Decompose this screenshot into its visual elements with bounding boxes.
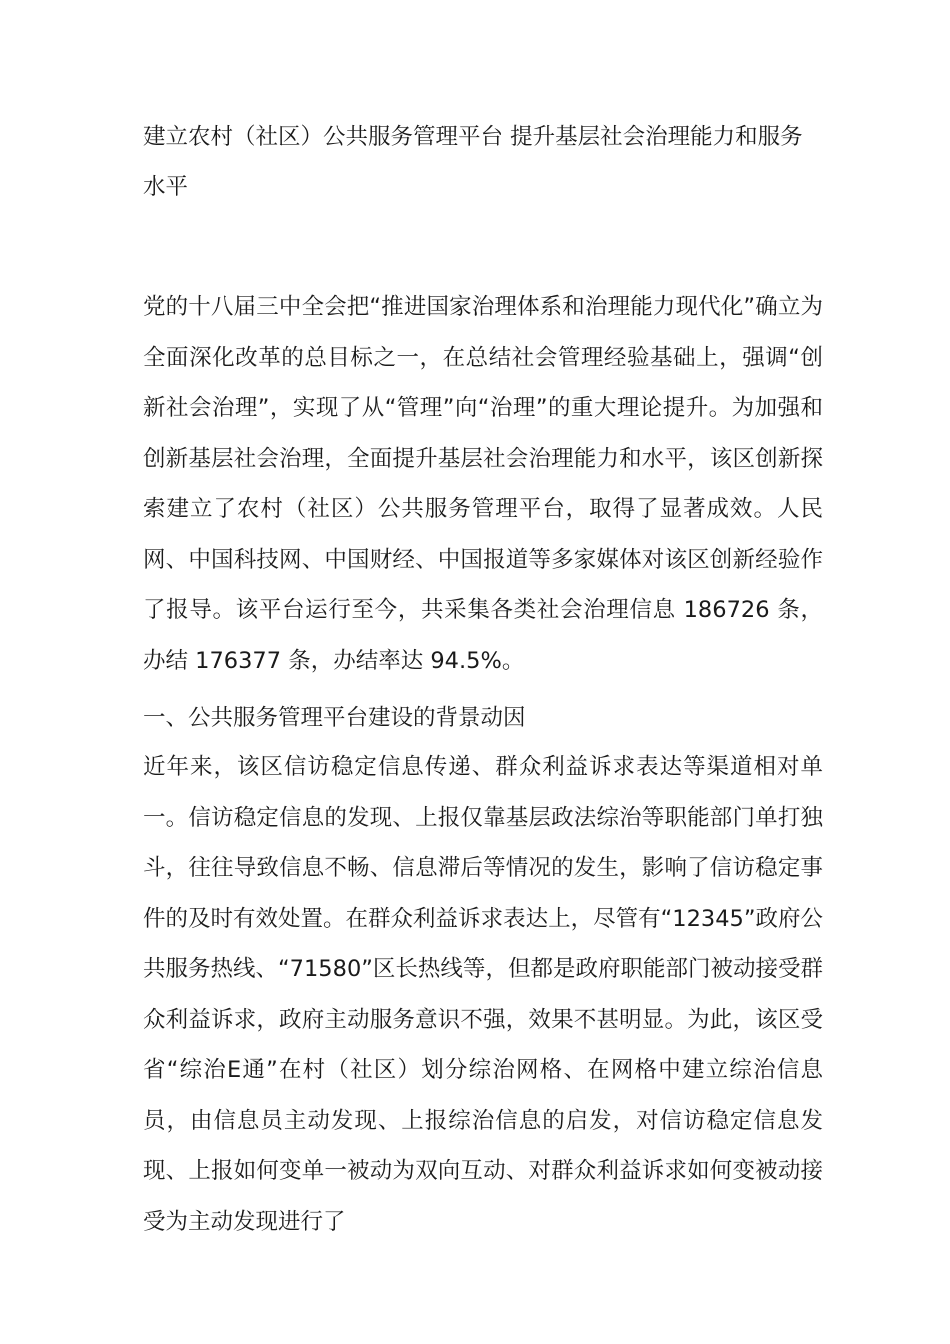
section-heading: 一、公共服务管理平台建设的背景动因 <box>143 705 526 731</box>
paragraph-intro: 党的十八届三中全会把“推进国家治理体系和治理能力现代化”确立为全面深化改革的总目标之一，在总结社会管理经验基础上，强调“创新社会治理”，实现了从“管理”向“治理”的重大理论提升。为加强和创新基层社会治理，全面提升基层社会治理能力和水平，该区创新探索建立了农村（社区）公共服务管理平台，取得了显著成效。人民网、中国科技网、中国财经、中国报道等多家媒体对该区创新经验作了报导。该平台运行至今，共采集各类社会治理信息 186726 条，办结 176377 条，办结率达 94.5%。 <box>143 294 823 674</box>
document-title: 建立农村（社区）公共服务管理平台 提升基层社会治理能力和服务水平 <box>143 124 803 200</box>
paragraph-background: 近年来，该区信访稳定信息传递、群众利益诉求表达等渠道相对单一。信访稳定信息的发现、上报仅靠基层政法综治等职能部门单打独斗，往往导致信息不畅、信息滞后等情况的发生，影响了信访稳定事件的及时有效处置。在群众利益诉求表达上，尽管有“12345”政府公共服务热线、“71580”区长热线等，但都是政府职能部门被动接受群众利益诉求，政府主动服务意识不强，效果不甚明显。为此，该区受省“综治E通”在村（社区）划分综治网格、在网格中建立综治信息员，由信息员主动发现、上报综治信息的启发，对信访稳定信息发现、上报如何变单一被动为双向互动、对群众利益诉求如何变被动接受为主动发现进行了 <box>143 754 823 1235</box>
